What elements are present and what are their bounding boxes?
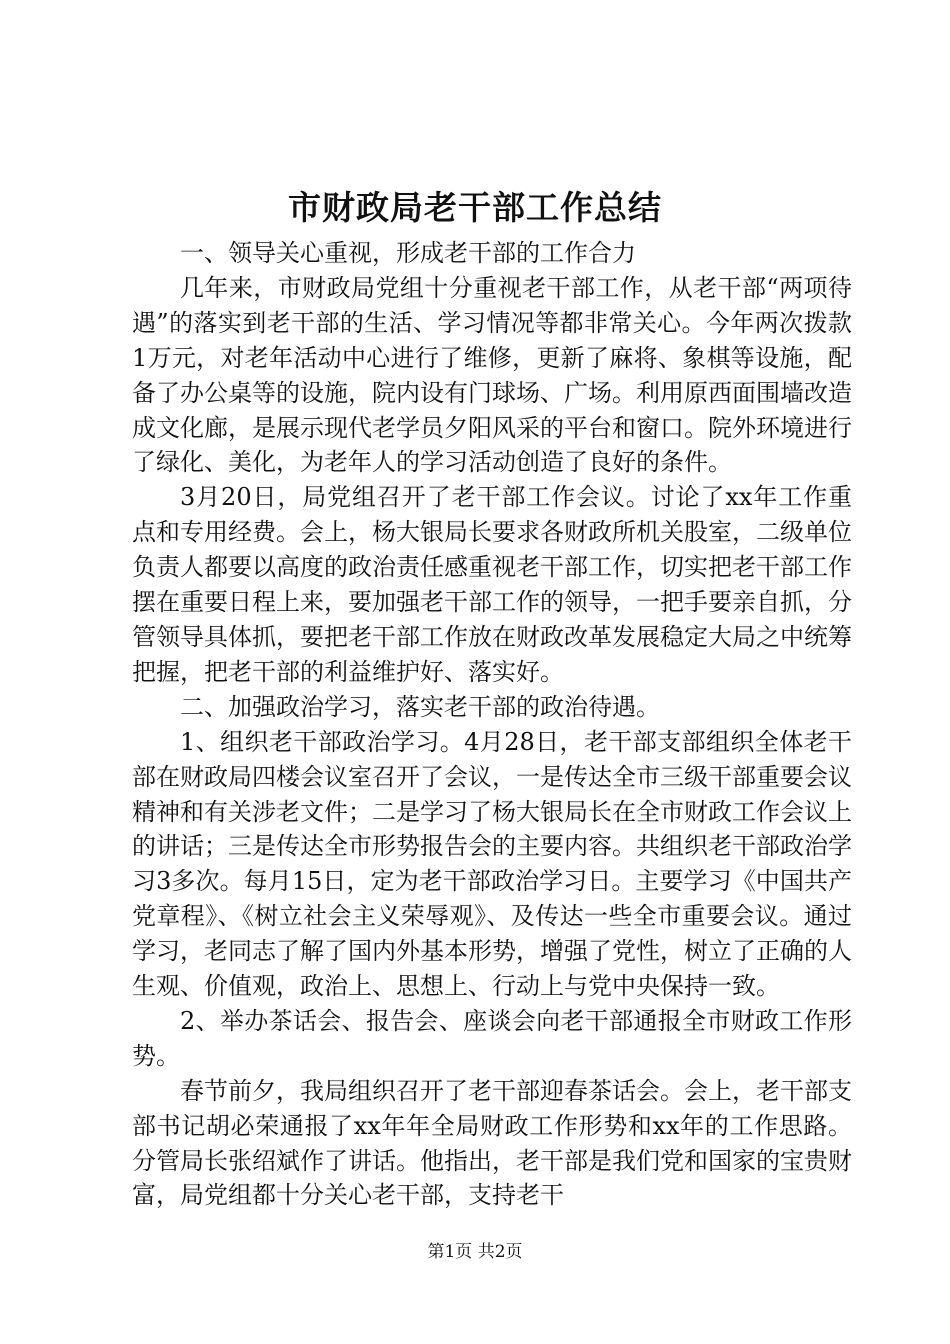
- page-number-footer: 第1页 共2页: [427, 1242, 523, 1262]
- document-title: 市财政局老干部工作总结: [288, 188, 662, 227]
- paragraph: 春节前夕，我局组织召开了老干部迎春茶话会。会上，老干部支部书记胡必荣通报了xx年年全局财政工作形势和xx年的工作思路。分管局长张绍斌作了讲话。他指出，老干部是我们党和国家的宝贵财富，局党组都十分关心老干部，支持老干: [132, 1076, 852, 1210]
- document-body: [132, 236, 852, 1213]
- paragraph: 3月20日，局党组召开了老干部工作会议。讨论了xx年工作重点和专用经费。会上，杨大银局长要求各财政所机关股室，二级单位负责人都要以高度的政治责任感重视老干部工作，切实把老干部工作摆在重要日程上来，要加强老干部工作的领导，一把手要亲自抓，分管领导具体抓，要把老干部工作放在财政改革发展稳定大局之中统筹把握，把老干部的利益维护好、落实好。: [132, 483, 852, 686]
- paragraph: 1、组织老干部政治学习。4月28日，老干部支部组织全体老干部在财政局四楼会议室召开了会议，一是传达全市三级干部重要会议精神和有关涉老文件；二是学习了杨大银局长在全市财政工作会议上的讲话；三是传达全市形势报告会的主要内容。共组织老干部政治学习3多次。每月15日，定为老干部政治学习日。主要学习《中国共产党章程》、《树立社会主义荣辱观》、及传达一些全市重要会议。通过学习，老同志了解了国内外基本形势，增强了党性，树立了正确的人生观、价值观，政治上、思想上、行动上与党中央保持一致。: [132, 727, 852, 1001]
- paragraph: 几年来，市财政局党组十分重视老干部工作，从老干部“两项待遇”的落实到老干部的生活、学习情况等都非常关心。今年两次拨款1万元，对老年活动中心进行了维修，更新了麻将、象棋等设施，配备了办公桌等的设施，院内设有门球场、广场。利用原西面围墙改造成文化廊，是展示现代老学员夕阳风采的平台和窗口。院外环境进行了绿化、美化，为老年人的学习活动创造了良好的条件。: [132, 273, 852, 477]
- paragraph: 2、举办茶话会、报告会、座谈会向老干部通报全市财政工作形势。: [132, 1006, 852, 1070]
- section-heading-1: 一、领导关心重视，形成老干部的工作合力: [180, 239, 636, 267]
- section-heading-2: 二、加强政治学习，落实老干部的政治待遇。: [180, 692, 660, 721]
